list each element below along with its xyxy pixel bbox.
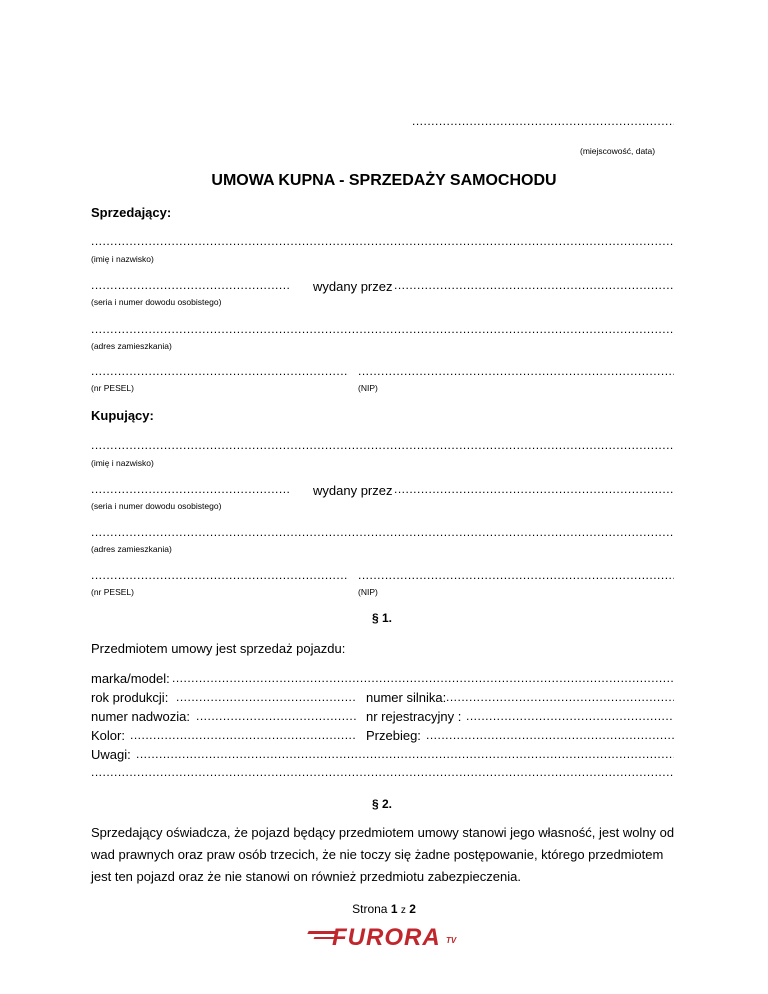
make-model-label: marka/model: xyxy=(91,671,170,686)
seller-name-caption: (imię i nazwisko) xyxy=(91,254,154,264)
mileage-line xyxy=(426,728,674,742)
buyer-issued-by-line xyxy=(394,482,674,496)
logo-suffix: TV xyxy=(446,936,457,945)
section1-intro: Przedmiotem umowy jest sprzedaż pojazdu: xyxy=(91,641,346,656)
vin-line xyxy=(196,709,356,723)
logo-wordmark: FURORA xyxy=(332,924,441,951)
buyer-heading: Kupujący: xyxy=(91,408,154,423)
color-line xyxy=(130,728,356,742)
registration-line xyxy=(466,709,674,723)
seller-nip-line xyxy=(358,364,674,378)
notes-line-2 xyxy=(91,765,674,779)
buyer-address-caption: (adres zamieszkania) xyxy=(91,544,172,554)
seller-nip-caption: (NIP) xyxy=(358,383,378,393)
color-label: Kolor: xyxy=(91,728,125,743)
buyer-address-line xyxy=(91,525,674,539)
section1-heading: § 1. xyxy=(372,611,393,625)
vin-label: numer nadwozia: xyxy=(91,709,190,724)
buyer-id-caption: (seria i numer dowodu osobistego) xyxy=(91,501,222,511)
seller-issued-by-label: wydany przez xyxy=(313,279,393,294)
buyer-id-line xyxy=(91,482,291,496)
buyer-name-caption: (imię i nazwisko) xyxy=(91,458,154,468)
furora-logo xyxy=(308,924,468,954)
engine-label: numer silnika: xyxy=(366,690,447,705)
year-label: rok produkcji: xyxy=(91,690,169,705)
notes-line xyxy=(136,747,674,761)
document-title: UMOWA KUPNA - SPRZEDAŻY SAMOCHODU xyxy=(211,172,557,189)
seller-id-caption: (seria i numer dowodu osobistego) xyxy=(91,297,222,307)
section2-line: Sprzedający oświadcza, że pojazd będący przedmiotem umowy stanowi jego własność, jest wolny od xyxy=(91,825,675,840)
section2-text xyxy=(91,822,674,888)
buyer-pesel-caption: (nr PESEL) xyxy=(91,587,134,597)
of-word: z xyxy=(400,905,406,916)
section2-line: jest ten pojazd oraz że nie stanowi on również przedmiotu zabezpieczenia. xyxy=(91,869,521,884)
section2-line: wad prawnych oraz praw osób trzecich, że nie toczy się żadne postępowanie, którego przedmiotem xyxy=(91,847,664,862)
make-model-line xyxy=(172,671,674,685)
seller-id-line xyxy=(91,278,291,292)
total-pages: 2 xyxy=(409,902,416,916)
seller-address-caption: (adres zamieszkania) xyxy=(91,341,172,351)
seller-issued-by-line xyxy=(394,278,674,292)
notes-label: Uwagi: xyxy=(91,747,131,762)
mileage-label: Przebieg: xyxy=(366,728,421,743)
seller-pesel-caption: (nr PESEL) xyxy=(91,383,134,393)
engine-line xyxy=(446,690,674,704)
page-number xyxy=(0,902,768,916)
seller-name-line xyxy=(91,234,674,248)
seller-heading: Sprzedający: xyxy=(91,205,172,220)
place-date-caption: (miejscowość, data) xyxy=(580,146,656,156)
year-line xyxy=(176,690,356,704)
buyer-name-line xyxy=(91,438,674,452)
page-word: Strona xyxy=(352,902,388,916)
buyer-nip-line xyxy=(358,568,674,582)
registration-label: nr rejestracyjny : xyxy=(366,709,462,724)
place-date-line xyxy=(412,114,674,128)
buyer-nip-caption: (NIP) xyxy=(358,587,378,597)
current-page: 1 xyxy=(390,902,398,916)
buyer-issued-by-label: wydany przez xyxy=(313,483,393,498)
seller-address-line xyxy=(91,322,674,336)
section2-heading: § 2. xyxy=(372,797,393,811)
buyer-pesel-line xyxy=(91,568,349,582)
seller-pesel-line xyxy=(91,364,349,378)
